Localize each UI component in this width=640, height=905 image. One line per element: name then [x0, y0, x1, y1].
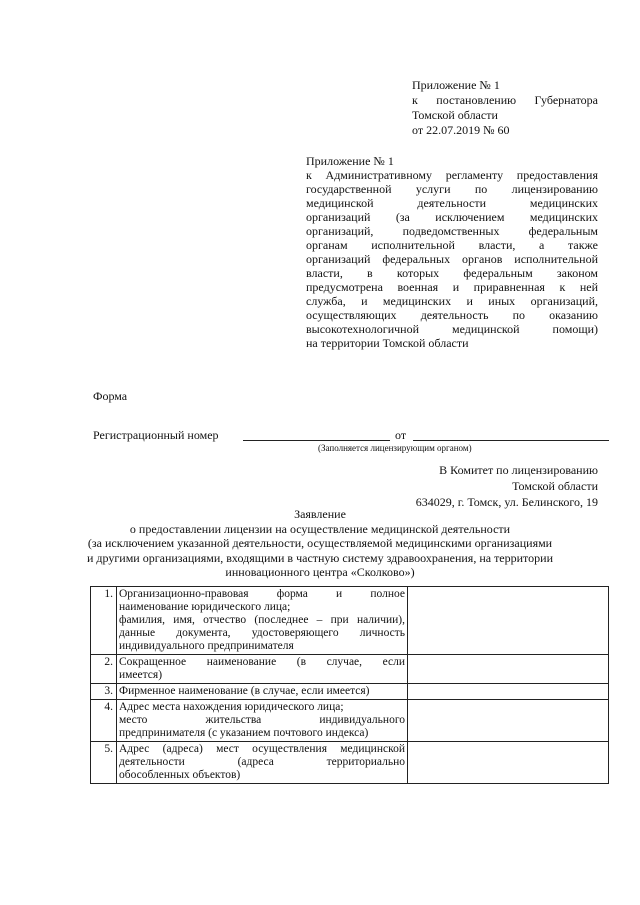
statement-title: Заявление [294, 507, 346, 521]
row-label-line: Адрес места нахождения юридического лица; [119, 701, 344, 713]
registration-number-field[interactable] [243, 440, 390, 441]
registration-date-field[interactable] [413, 440, 609, 441]
statement-line4: инновационного центра «Сколково») [225, 565, 415, 579]
appendix-regulation-line: государственной услуги по лицензированию [306, 182, 598, 196]
committee-line2: Томской области [512, 479, 598, 493]
registration-note: (Заполняется лицензирующим органом) [318, 443, 472, 453]
row-number: 2. [91, 655, 117, 684]
appendix-regulation-line: на территории Томской области [306, 336, 469, 350]
appendix-governor-line3: Томской области [412, 108, 498, 122]
row-label [117, 587, 408, 655]
appendix-regulation-line: предусмотрена военная и приравненная к ней [306, 280, 598, 294]
appendix-governor-line2: к постановлению Губернатора [412, 93, 598, 107]
committee-line3: 634029, г. Томск, ул. Белинского, 19 [415, 495, 598, 509]
appendix-regulation-line: высокотехнологичной медицинской помощи) [306, 322, 598, 336]
row-label-line: Организационно-правовая форма и полное [119, 588, 405, 600]
application-table [90, 586, 609, 784]
row-label [117, 742, 408, 784]
row-value-cell[interactable] [408, 587, 609, 655]
appendix-regulation-line: организаций, подведомственных федеральным [306, 224, 598, 238]
table-row [91, 655, 609, 684]
registration-row [93, 428, 613, 444]
appendix-regulation-line: служба, и медицинских и иных организаций, [306, 294, 598, 308]
statement-line1: о предоставлении лицензии на осуществление медицинской деятельности [129, 521, 511, 536]
statement-heading [80, 507, 560, 580]
row-number: 4. [91, 700, 117, 742]
row-label-line: деятельности (адреса территориально [119, 756, 405, 768]
appendix-governor-block [412, 78, 598, 138]
registration-number-label: Регистрационный номер [93, 428, 219, 442]
row-label-line: наименование юридического лица; [119, 601, 291, 613]
committee-line1: В Комитет по лицензированию [439, 463, 598, 477]
table-row [91, 742, 609, 784]
appendix-regulation-line: власти, в которых федеральным законом [306, 266, 598, 280]
appendix-regulation-line: медицинской деятельности медицинских [306, 196, 598, 210]
row-label-line: фамилия, имя, отчество (последнее – при наличии), [119, 614, 405, 626]
appendix-regulation-line: осуществляющих деятельность по оказанию [306, 308, 598, 322]
appendix-regulation-line: Приложение № 1 [306, 154, 394, 168]
row-number: 1. [91, 587, 117, 655]
row-value-cell[interactable] [408, 684, 609, 700]
row-label-line: место жительства индивидуального [119, 714, 405, 726]
appendix-regulation-block [306, 154, 598, 350]
table-row [91, 684, 609, 700]
appendix-regulation-line: организаций (за исключением медицинских [306, 210, 598, 224]
committee-address-block [360, 462, 598, 510]
row-value-cell[interactable] [408, 742, 609, 784]
row-label-line: обособленных объектов) [119, 769, 241, 781]
row-label-line: Фирменное наименование (в случае, если имеется) [119, 685, 370, 697]
row-label [117, 684, 408, 700]
registration-date-label: от [395, 428, 407, 442]
row-label-line: Сокращенное наименование (в случае, если [119, 656, 405, 668]
row-label-line: предпринимателя (с указанием почтового индекса) [119, 727, 369, 739]
row-number: 3. [91, 684, 117, 700]
row-label-line: Адрес (адреса) мест осуществления медицинской [119, 743, 405, 755]
appendix-regulation-line: органам исполнительной власти, а также [306, 238, 598, 252]
appendix-governor-line4: от 22.07.2019 № 60 [412, 123, 510, 137]
table-row [91, 700, 609, 742]
row-value-cell[interactable] [408, 700, 609, 742]
row-number: 5. [91, 742, 117, 784]
statement-line3: и другими организациями, входящими в частную систему здравоохранения, на территории [86, 550, 553, 565]
row-label [117, 655, 408, 684]
appendix-regulation-line: к Административному регламенту предоставления [306, 168, 598, 182]
appendix-governor-line1: Приложение № 1 [412, 78, 500, 92]
row-label [117, 700, 408, 742]
form-label: Форма [93, 389, 128, 403]
row-label-line: индивидуального предпринимателя [119, 640, 294, 652]
row-label-line: имеется) [119, 669, 163, 681]
row-label-line: данные документа, удостоверяющего личность [119, 627, 405, 639]
statement-line2: (за исключением указанной деятельности, осуществляемой медицинскими организациями [87, 536, 553, 550]
appendix-regulation-line: организаций федеральных органов исполнительной [306, 252, 598, 266]
row-value-cell[interactable] [408, 655, 609, 684]
table-row [91, 587, 609, 655]
